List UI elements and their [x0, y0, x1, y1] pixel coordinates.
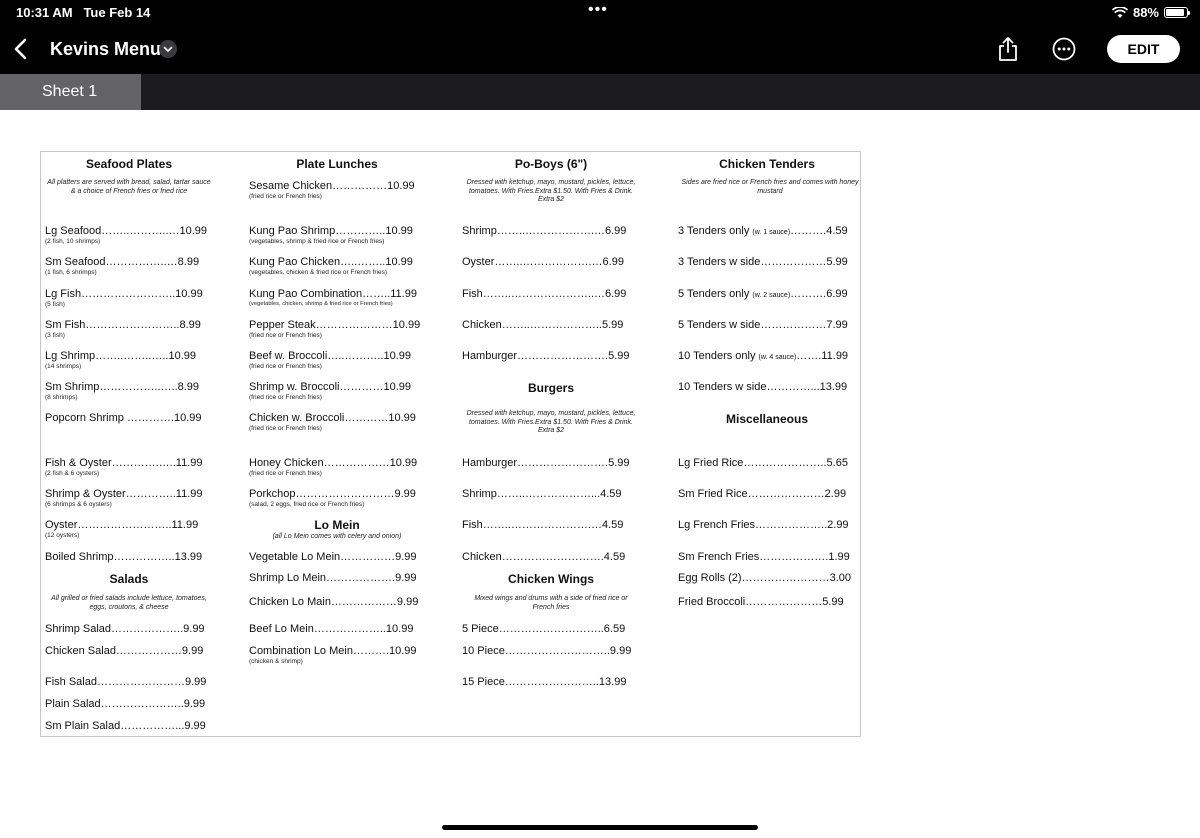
menu-item: 15 Piece……………………..13.99	[462, 676, 627, 688]
menu-item: 3 Tenders w side………………5.99	[678, 256, 848, 268]
menu-item: Chicken Lo Main………………9.99	[249, 596, 419, 608]
chicken-tenders-heading: Chicken Tenders	[719, 157, 815, 171]
menu-item-detail: (fried rice or French fries)	[249, 193, 322, 200]
menu-item-detail: (vegetables, chicken, shrimp & fried rice or French fries)	[249, 301, 393, 307]
menu-item-detail: (fried rice or French fries)	[249, 332, 322, 339]
menu-item: Fish……..…………………..…6.99	[462, 288, 627, 300]
menu-item: Pepper Steak…………………10.99	[249, 319, 421, 331]
menu-item: Chicken……..………………..5.99	[462, 319, 624, 331]
home-indicator[interactable]	[442, 825, 758, 830]
chicken-tenders-note: Sides are fried rice or French fries and comes with honey mustard	[681, 179, 859, 195]
menu-item: Shrimp……..……………….…6.99	[462, 225, 627, 237]
menu-item: Hamburger…………………….5.99	[462, 350, 630, 362]
menu-item: Fried Broccoli…………………5.99	[678, 596, 844, 608]
menu-item-detail: (3 fish)	[45, 332, 65, 339]
menu-item-detail: (fried rice or French fries)	[249, 363, 322, 370]
nav-bar	[0, 24, 1200, 74]
chicken-wings-note: Mixed wings and drums with a side of fried rice or French fries	[474, 595, 628, 611]
po-boys-heading: Po-Boys (6")	[514, 157, 588, 171]
menu-item: Oyster……..……………….…6.99	[462, 256, 624, 268]
chicken-wings-heading: Chicken Wings	[508, 572, 594, 586]
burgers-note: Dressed with ketchup, mayo, mustard, pickles, lettuce, tomatoes. With Fries.Extra $1.50. With Fries & Drink. Extra $2	[466, 410, 636, 434]
menu-item: Honey Chicken………………10.99	[249, 457, 418, 469]
menu-item-detail: (fried rice or French fries)	[249, 394, 322, 401]
menu-item-detail: (8 shrimps)	[45, 394, 78, 401]
menu-item: Sm Shrimp……………..…..8.99	[45, 381, 200, 393]
menu-item: Lg Seafood……..………..…10.99	[45, 225, 208, 237]
chevron-down-icon[interactable]	[159, 40, 177, 58]
menu-item-detail: (salad, 2 eggs, fried rice or French fries)	[249, 501, 365, 508]
seafood-note: All platters are served with bread, salad, tartar sauce & a choice of French fries or fried rice	[47, 179, 211, 195]
menu-item: Fish……..………………….…4.59	[462, 519, 624, 531]
menu-item: Sm Seafood……………..…8.99	[45, 256, 200, 268]
status-bar	[0, 0, 1200, 24]
menu-item-detail: (12 oysters)	[45, 532, 80, 539]
menu-item: 10 Piece………………………..9.99	[462, 645, 632, 657]
menu-item: Sm Plain Salad……………...9.99	[45, 720, 206, 732]
lo-mein-heading: Lo Mein	[314, 518, 360, 532]
battery-percent: 88%	[1132, 5, 1159, 20]
menu-item: Oyster……………………..11.99	[45, 519, 199, 531]
menu-item: Popcorn Shrimp ………….10.99	[45, 412, 202, 424]
edit-button[interactable]: EDIT	[1107, 35, 1180, 63]
po-boys-note: Dressed with ketchup, mayo, mustard, pickles, lettuce, tomatoes. With Fries.Extra $1.50. With Fries & Drink. Extra $2	[466, 179, 636, 203]
menu-item: Beef Lo Mein………………..10.99	[249, 623, 414, 635]
status-right	[1112, 5, 1188, 20]
multitasking-dots-icon[interactable]: •••	[588, 1, 608, 18]
menu-item: Lg Fish……………………..10.99	[45, 288, 203, 300]
menu-item: Sm French Fries……………….1.99	[678, 551, 850, 563]
menu-item: Fish Salad……………………9.99	[45, 676, 207, 688]
sheet-tab-bar	[0, 74, 1200, 110]
menu-item-detail: (2 fish & 6 oysters)	[45, 470, 100, 477]
menu-item: Shrimp Salad………………..9.99	[45, 623, 205, 635]
menu-item: Sm Fish……………………..8.99	[45, 319, 201, 331]
menu-item: 5 Piece………………………..6.59	[462, 623, 626, 635]
menu-item-detail: (2 fish, 10 shrimps)	[45, 238, 101, 245]
wifi-icon	[1112, 7, 1128, 19]
more-options-icon[interactable]	[1051, 35, 1077, 63]
menu-item: Kung Pao Combination……..11.99	[249, 288, 417, 300]
lo-mein-note: (all Lo Mein comes with celery and onion)	[272, 533, 402, 540]
menu-item: Chicken w. Broccoli…………10.99	[249, 412, 416, 424]
menu-item: Fish & Oyster………….…..11.99	[45, 457, 203, 469]
menu-item: Sesame Chicken……………10.99	[249, 180, 415, 192]
menu-item-detail: (vegetables, chicken & fried rice or French fries)	[249, 269, 387, 276]
share-icon[interactable]	[995, 35, 1021, 63]
menu-item: Boiled Shrimp……………..13.99	[45, 551, 203, 563]
menu-item-detail: (chicken & shrimp)	[249, 658, 303, 665]
menu-item: Chicken……………………….4.59	[462, 551, 626, 563]
menu-item: Shrimp Lo Mein……………….9.99	[249, 572, 417, 584]
menu-item: Shrimp & Oyster…………..11.99	[45, 488, 203, 500]
plate-lunches-heading: Plate Lunches	[296, 157, 378, 171]
menu-item: Egg Rolls (2)……………………3.00	[678, 572, 851, 584]
menu-item: 3 Tenders only (w. 1 sauce)……….4.59	[678, 225, 848, 237]
menu-item: Sm Fried Rice…………………2.99	[678, 488, 847, 500]
miscellaneous-heading: Miscellaneous	[725, 412, 809, 426]
battery-icon	[1164, 7, 1188, 18]
menu-item-detail: (1 fish, 6 shrimps)	[45, 269, 97, 276]
burgers-heading: Burgers	[527, 381, 574, 395]
menu-item-detail: (fried rice or French fries)	[249, 470, 322, 477]
menu-item: Plain Salad…………………..9.99	[45, 698, 206, 710]
menu-item: Porkchop………………………9.99	[249, 488, 416, 500]
menu-item: Beef w. Broccoli…..………..10.99	[249, 350, 412, 362]
status-time: 10:31 AM Tue Feb 14	[16, 5, 151, 20]
document-title[interactable]: Kevins Menu	[50, 39, 162, 59]
menu-item: Hamburger…………………….5.99	[462, 457, 630, 469]
menu-item: Combination Lo Mein……….10.99	[249, 645, 417, 657]
menu-item: Lg Fried Rice…………………..5.65	[678, 457, 848, 469]
menu-item: Shrimp w. Broccoli…………10.99	[249, 381, 411, 393]
menu-item: Chicken Salad………………9.99	[45, 645, 204, 657]
menu-item-detail: (5 fish)	[45, 301, 65, 308]
menu-item: Vegetable Lo Mein……………9.99	[249, 551, 417, 563]
salads-note: All grilled or fried salads include lettuce, tomatoes, eggs, croutons, & cheese	[51, 595, 207, 611]
menu-item-detail: (14 shrimps)	[45, 363, 82, 370]
menu-sheet[interactable]	[40, 151, 861, 737]
menu-item-detail: (vegetables, shrimp & fried rice or French fries)	[249, 238, 385, 245]
menu-item: Lg Shrimp……..……..…..10.99	[45, 350, 196, 362]
salads-heading: Salads	[109, 572, 149, 586]
menu-item: Kung Pao Shrimp…………..10.99	[249, 225, 413, 237]
menu-item: 5 Tenders only (w. 2 sauce)……….6.99	[678, 288, 848, 300]
menu-item: Lg French Fries………………..2.99	[678, 519, 849, 531]
menu-item: Shrimp……..………………...4.59	[462, 488, 622, 500]
tab-sheet-1[interactable]: Sheet 1	[0, 74, 141, 110]
menu-item: Kung Pao Chicken…..……..10.99	[249, 256, 413, 268]
menu-item: 5 Tenders w side………………7.99	[678, 319, 848, 331]
menu-item-detail: (6 shrimps & 6 oysters)	[45, 501, 112, 508]
seafood-heading: Seafood Plates	[85, 157, 173, 171]
back-chevron-icon[interactable]	[10, 36, 34, 62]
menu-item-detail: (fried rice or French fries)	[249, 425, 322, 432]
menu-item: 10 Tenders w side…………...13.99	[678, 381, 848, 393]
menu-item: 10 Tenders only (w. 4 sauce)…….11.99	[678, 350, 849, 362]
